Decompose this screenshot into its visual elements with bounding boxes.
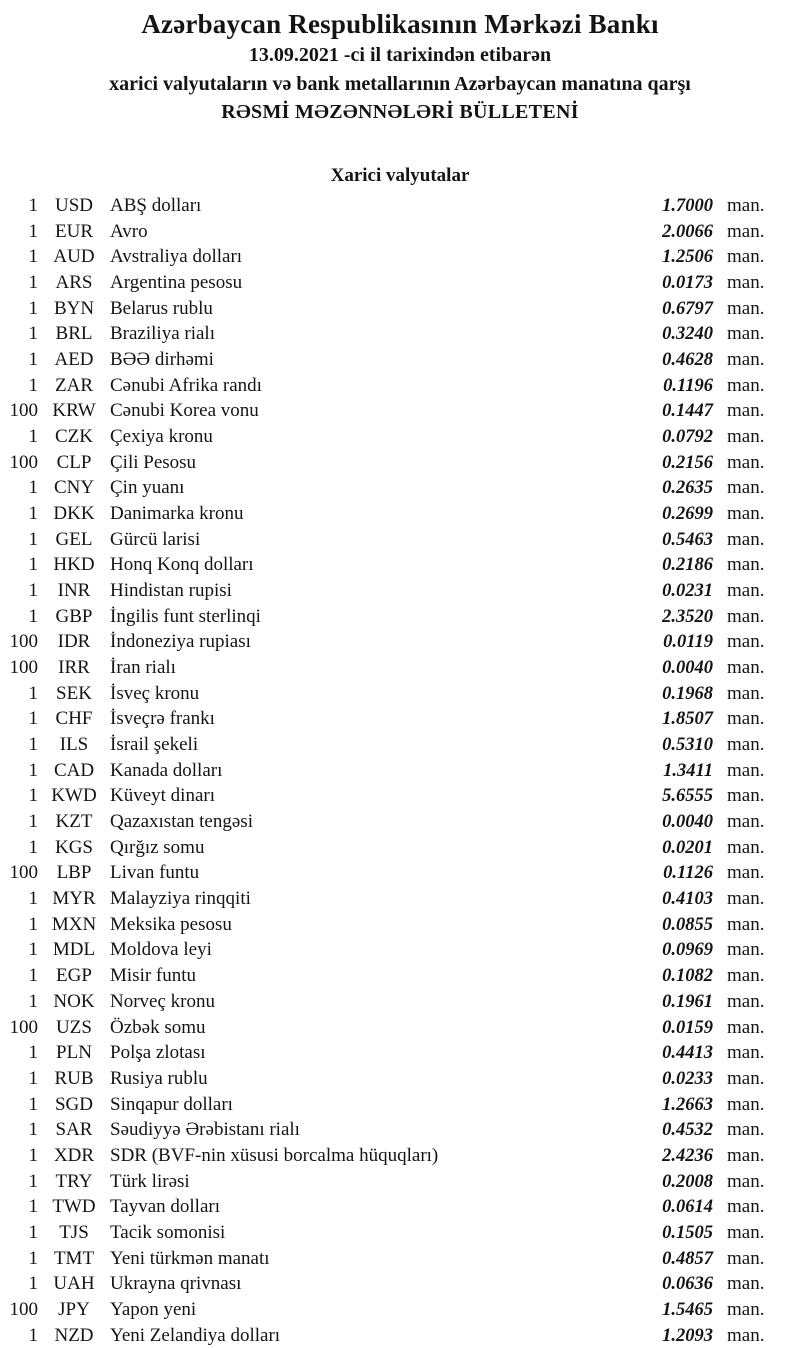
currency-name-cell: İsrail şekeli xyxy=(110,734,199,756)
quantity-cell: 1 xyxy=(28,708,38,730)
unit-cell: man. xyxy=(727,1221,765,1243)
table-row xyxy=(0,1066,800,1092)
bulletin-subtitle: xarici valyutaların və bank metallarının Azərbaycan manatına qarşı xyxy=(109,73,691,95)
rate-value-cell: 0.0173 xyxy=(662,273,713,294)
currency-code-cell: SEK xyxy=(56,682,92,704)
unit-cell: man. xyxy=(727,631,765,653)
currency-name-cell: Braziliya rialı xyxy=(110,323,215,345)
currency-name-cell: Hindistan rupisi xyxy=(110,580,232,602)
rate-value-cell: 0.0040 xyxy=(662,658,713,679)
currency-name-cell: Avstraliya dolları xyxy=(110,246,243,268)
rate-value-cell: 1.2093 xyxy=(662,1325,713,1346)
table-row xyxy=(0,809,800,835)
unit-cell: man. xyxy=(727,503,765,525)
currency-name-cell: Yeni türkmən manatı xyxy=(110,1247,270,1269)
currency-name-cell: Çili Pesosu xyxy=(110,451,197,473)
rate-value-cell: 0.5463 xyxy=(662,529,713,550)
currency-code-cell: CHF xyxy=(55,708,93,730)
currency-code-cell: UAH xyxy=(53,1273,95,1295)
quantity-cell: 1 xyxy=(28,605,38,627)
currency-name-cell: Türk lirəsi xyxy=(110,1170,190,1192)
currency-name-cell: Belarus rublu xyxy=(110,297,213,319)
currency-code-cell: NOK xyxy=(53,990,95,1012)
currency-code-cell: MXN xyxy=(51,913,97,935)
quantity-cell: 1 xyxy=(28,1093,38,1115)
table-row xyxy=(0,604,800,630)
unit-cell: man. xyxy=(727,939,765,961)
rate-value-cell: 2.3520 xyxy=(662,606,713,627)
currency-name-cell: Honq Konq dolları xyxy=(110,554,254,576)
currency-code-cell: KWD xyxy=(51,785,97,807)
currency-code-cell: SGD xyxy=(54,1093,93,1115)
table-row xyxy=(0,937,800,963)
table-row xyxy=(0,1323,800,1348)
currency-code-cell: AED xyxy=(54,349,94,371)
quantity-cell: 100 xyxy=(9,631,38,653)
currency-code-cell: BRL xyxy=(55,323,93,345)
quantity-cell: 1 xyxy=(28,195,38,216)
currency-name-cell: Kanada dolları xyxy=(110,759,223,781)
rate-value-cell: 0.1447 xyxy=(662,401,713,422)
quantity-cell: 1 xyxy=(28,759,38,781)
table-row xyxy=(0,552,800,578)
bulletin-header xyxy=(0,0,800,127)
effective-date-line: 13.09.2021 -ci il tarixindən etibarən xyxy=(248,44,552,66)
rate-value-cell: 0.0792 xyxy=(662,427,713,448)
table-row xyxy=(0,347,800,373)
currency-code-cell: XDR xyxy=(53,1144,95,1166)
quantity-cell: 1 xyxy=(28,323,38,345)
quantity-cell: 1 xyxy=(28,1221,38,1243)
currency-code-cell: KRW xyxy=(52,400,96,422)
quantity-cell: 1 xyxy=(28,1144,38,1166)
unit-cell: man. xyxy=(727,708,765,730)
quantity-cell: 100 xyxy=(9,1298,38,1320)
rate-value-cell: 0.0614 xyxy=(662,1197,713,1218)
unit-cell: man. xyxy=(727,323,765,345)
unit-cell: man. xyxy=(727,734,765,756)
rate-value-cell: 0.0040 xyxy=(662,812,713,833)
quantity-cell: 1 xyxy=(28,888,38,910)
currency-code-cell: PLN xyxy=(56,1042,92,1064)
currency-name-cell: BƏƏ dirhəmi xyxy=(110,349,214,371)
table-row xyxy=(0,1117,800,1143)
currency-code-cell: SAR xyxy=(55,1119,93,1141)
currency-name-cell: Livan funtu xyxy=(110,862,200,884)
quantity-cell: 1 xyxy=(28,1067,38,1089)
currency-name-cell: Yapon yeni xyxy=(110,1298,197,1320)
currency-code-cell: CNY xyxy=(53,477,95,499)
section-title-foreign-currencies: Xarici valyutalar xyxy=(330,165,470,186)
quantity-cell: 1 xyxy=(28,785,38,807)
unit-cell: man. xyxy=(727,1196,765,1218)
unit-cell: man. xyxy=(727,477,765,499)
currency-name-cell: Malayziya rinqqiti xyxy=(110,888,251,910)
unit-cell: man. xyxy=(727,195,765,216)
table-row xyxy=(0,1297,800,1323)
currency-code-cell: IRR xyxy=(58,657,90,679)
table-row xyxy=(0,989,800,1015)
quantity-cell: 1 xyxy=(28,1196,38,1218)
quantity-cell: 1 xyxy=(28,913,38,935)
currency-code-cell: JPY xyxy=(58,1298,90,1320)
unit-cell: man. xyxy=(727,913,765,935)
unit-cell: man. xyxy=(727,1247,765,1269)
table-row xyxy=(0,578,800,604)
unit-cell: man. xyxy=(727,451,765,473)
rate-value-cell: 2.0066 xyxy=(662,221,713,242)
quantity-cell: 1 xyxy=(28,554,38,576)
currency-code-cell: EUR xyxy=(55,220,93,242)
unit-cell: man. xyxy=(727,374,765,396)
table-row xyxy=(0,501,800,527)
currency-code-cell: DKK xyxy=(53,503,95,525)
currency-name-cell: Sinqapur dolları xyxy=(110,1093,233,1115)
currency-name-cell: Tacik somonisi xyxy=(110,1221,226,1243)
rate-value-cell: 0.0119 xyxy=(663,632,713,653)
unit-cell: man. xyxy=(727,862,765,884)
quantity-cell: 1 xyxy=(28,1247,38,1269)
unit-cell: man. xyxy=(727,1273,765,1295)
table-row xyxy=(0,219,800,245)
currency-name-cell: Cənubi Korea vonu xyxy=(110,400,259,422)
quantity-cell: 1 xyxy=(28,580,38,602)
currency-name-cell: İran rialı xyxy=(110,657,176,679)
rate-value-cell: 0.1968 xyxy=(662,683,713,704)
table-row xyxy=(0,527,800,553)
quantity-cell: 100 xyxy=(9,862,38,884)
unit-cell: man. xyxy=(727,990,765,1012)
table-row xyxy=(0,655,800,681)
currency-code-cell: CLP xyxy=(56,451,92,473)
currency-code-cell: KGS xyxy=(54,836,93,858)
table-row xyxy=(0,1015,800,1041)
rate-value-cell: 0.1126 xyxy=(663,863,713,884)
table-row xyxy=(0,373,800,399)
unit-cell: man. xyxy=(727,1298,765,1320)
quantity-cell: 1 xyxy=(28,836,38,858)
quantity-cell: 1 xyxy=(28,811,38,833)
rate-value-cell: 0.4628 xyxy=(662,350,713,371)
currency-name-cell: Yeni Zelandiya dolları xyxy=(110,1324,281,1346)
currency-code-cell: TWD xyxy=(52,1196,96,1218)
quantity-cell: 1 xyxy=(28,990,38,1012)
currency-name-cell: Tayvan dolları xyxy=(110,1196,220,1218)
quantity-cell: 1 xyxy=(28,220,38,242)
rate-value-cell: 0.1082 xyxy=(662,966,713,987)
rate-value-cell: 1.3411 xyxy=(663,760,713,781)
quantity-cell: 1 xyxy=(28,939,38,961)
currency-code-cell: MDL xyxy=(52,939,96,961)
currency-code-cell: UZS xyxy=(56,1016,92,1038)
currency-code-cell: BYN xyxy=(53,297,95,319)
table-row xyxy=(0,244,800,270)
unit-cell: man. xyxy=(727,657,765,679)
unit-cell: man. xyxy=(727,1042,765,1064)
table-row xyxy=(0,860,800,886)
currency-code-cell: CAD xyxy=(53,759,95,781)
currency-code-cell: TRY xyxy=(55,1170,93,1192)
currency-code-cell: USD xyxy=(54,195,93,216)
table-row xyxy=(0,398,800,424)
rate-value-cell: 1.8507 xyxy=(662,709,713,730)
currency-code-cell: LBP xyxy=(56,862,92,884)
quantity-cell: 1 xyxy=(28,297,38,319)
unit-cell: man. xyxy=(727,220,765,242)
unit-cell: man. xyxy=(727,836,765,858)
rate-value-cell: 0.0231 xyxy=(662,581,713,602)
rate-value-cell: 0.0201 xyxy=(662,837,713,858)
rate-value-cell: 0.0969 xyxy=(662,940,713,961)
rate-value-cell: 0.0159 xyxy=(662,1017,713,1038)
currency-name-cell: Polşa zlotası xyxy=(110,1042,206,1064)
currency-name-cell: ABŞ dolları xyxy=(110,195,202,216)
table-row xyxy=(0,912,800,938)
quantity-cell: 100 xyxy=(9,1016,38,1038)
rate-value-cell: 0.4413 xyxy=(662,1043,713,1064)
currency-code-cell: KZT xyxy=(55,811,93,833)
table-row xyxy=(0,706,800,732)
rate-value-cell: 0.3240 xyxy=(662,324,713,345)
rate-value-cell: 1.2663 xyxy=(662,1094,713,1115)
quantity-cell: 1 xyxy=(28,426,38,448)
currency-name-cell: Moldova leyi xyxy=(110,939,212,961)
rate-value-cell: 0.2008 xyxy=(662,1171,713,1192)
currency-name-cell: Çin yuanı xyxy=(110,477,185,499)
rate-value-cell: 0.4532 xyxy=(662,1120,713,1141)
currency-code-cell: HKD xyxy=(53,554,95,576)
quantity-cell: 1 xyxy=(28,734,38,756)
quantity-cell: 1 xyxy=(28,503,38,525)
table-row xyxy=(0,270,800,296)
table-row xyxy=(0,732,800,758)
currency-name-cell: Qazaxıstan tengəsi xyxy=(110,811,253,833)
unit-cell: man. xyxy=(727,528,765,550)
currency-name-cell: Rusiya rublu xyxy=(110,1067,208,1089)
currency-code-cell: ZAR xyxy=(55,374,93,396)
unit-cell: man. xyxy=(727,682,765,704)
currency-name-cell: Küveyt dinarı xyxy=(110,785,216,807)
table-row xyxy=(0,963,800,989)
bulletin-title: RƏSMİ MƏZƏNNƏLƏRİ BÜLLETENİ xyxy=(221,101,579,123)
rates-table xyxy=(0,193,800,1348)
quantity-cell: 1 xyxy=(28,1273,38,1295)
unit-cell: man. xyxy=(727,605,765,627)
unit-cell: man. xyxy=(727,580,765,602)
currency-code-cell: CZK xyxy=(55,426,93,448)
currency-name-cell: İndoneziya rupiası xyxy=(110,631,251,653)
currency-name-cell: Misir funtu xyxy=(110,965,197,987)
table-row xyxy=(0,424,800,450)
currency-name-cell: Argentina pesosu xyxy=(110,272,243,294)
rate-value-cell: 0.2156 xyxy=(662,452,713,473)
unit-cell: man. xyxy=(727,272,765,294)
currency-code-cell: TJS xyxy=(59,1221,89,1243)
rate-value-cell: 2.4236 xyxy=(662,1145,713,1166)
quantity-cell: 100 xyxy=(9,657,38,679)
currency-code-cell: INR xyxy=(57,580,91,602)
unit-cell: man. xyxy=(727,246,765,268)
unit-cell: man. xyxy=(727,1119,765,1141)
rate-value-cell: 0.4857 xyxy=(662,1248,713,1269)
quantity-cell: 1 xyxy=(28,246,38,268)
table-row xyxy=(0,886,800,912)
table-row xyxy=(0,450,800,476)
quantity-cell: 1 xyxy=(28,1324,38,1346)
quantity-cell: 1 xyxy=(28,528,38,550)
rate-value-cell: 0.1196 xyxy=(663,375,713,396)
rate-value-cell: 1.7000 xyxy=(662,196,713,216)
currency-code-cell: ARS xyxy=(55,272,93,294)
unit-cell: man. xyxy=(727,1170,765,1192)
rate-value-cell: 0.2635 xyxy=(662,478,713,499)
unit-cell: man. xyxy=(727,426,765,448)
quantity-cell: 1 xyxy=(28,477,38,499)
table-row xyxy=(0,1169,800,1195)
currency-code-cell: RUB xyxy=(54,1067,94,1089)
rate-value-cell: 0.1505 xyxy=(662,1222,713,1243)
currency-name-cell: Ukrayna qrivnası xyxy=(110,1273,242,1295)
table-row xyxy=(0,835,800,861)
table-row xyxy=(0,1092,800,1118)
quantity-cell: 1 xyxy=(28,682,38,704)
rate-value-cell: 0.2699 xyxy=(662,504,713,525)
bank-title: Azərbaycan Respublikasının Mərkəzi Bankı xyxy=(141,9,659,39)
rate-value-cell: 0.1961 xyxy=(662,991,713,1012)
unit-cell: man. xyxy=(727,1016,765,1038)
unit-cell: man. xyxy=(727,349,765,371)
rate-value-cell: 1.5465 xyxy=(662,1299,713,1320)
currency-code-cell: MYR xyxy=(52,888,96,910)
currency-code-cell: AUD xyxy=(53,246,95,268)
currency-name-cell: İsveçrə frankı xyxy=(110,708,215,730)
unit-cell: man. xyxy=(727,1144,765,1166)
table-row xyxy=(0,1246,800,1272)
table-row xyxy=(0,1271,800,1297)
currency-name-cell: Cənubi Afrika randı xyxy=(110,374,262,396)
currency-name-cell: Səudiyyə Ərəbistanı rialı xyxy=(110,1119,300,1141)
currency-code-cell: NZD xyxy=(54,1324,94,1346)
currency-name-cell: Norveç kronu xyxy=(110,990,215,1012)
unit-cell: man. xyxy=(727,785,765,807)
unit-cell: man. xyxy=(727,1067,765,1089)
rate-value-cell: 0.0636 xyxy=(662,1274,713,1295)
currency-name-cell: Meksika pesosu xyxy=(110,913,232,935)
table-row xyxy=(0,296,800,322)
quantity-cell: 1 xyxy=(28,374,38,396)
quantity-cell: 100 xyxy=(9,400,38,422)
table-row xyxy=(0,681,800,707)
unit-cell: man. xyxy=(727,400,765,422)
quantity-cell: 1 xyxy=(28,349,38,371)
rate-value-cell: 0.2186 xyxy=(662,555,713,576)
rate-value-cell: 0.6797 xyxy=(662,298,713,319)
unit-cell: man. xyxy=(727,554,765,576)
unit-cell: man. xyxy=(727,1324,765,1346)
table-row xyxy=(0,475,800,501)
currency-code-cell: GBP xyxy=(55,605,93,627)
currency-name-cell: İngilis funt sterlinqi xyxy=(110,605,261,627)
rate-value-cell: 5.6555 xyxy=(662,786,713,807)
currency-code-cell: ILS xyxy=(59,734,89,756)
rate-value-cell: 0.0233 xyxy=(662,1068,713,1089)
unit-cell: man. xyxy=(727,759,765,781)
quantity-cell: 100 xyxy=(9,451,38,473)
currency-code-cell: TMT xyxy=(53,1247,95,1269)
rate-value-cell: 0.5310 xyxy=(662,735,713,756)
currency-name-cell: Özbək somu xyxy=(110,1016,206,1038)
currency-name-cell: SDR (BVF-nin xüsusi borcalma hüquqları) xyxy=(110,1144,439,1166)
quantity-cell: 1 xyxy=(28,272,38,294)
table-row xyxy=(0,321,800,347)
rate-value-cell: 0.0855 xyxy=(662,914,713,935)
table-row xyxy=(0,783,800,809)
currency-name-cell: Gürcü larisi xyxy=(110,528,201,550)
unit-cell: man. xyxy=(727,811,765,833)
quantity-cell: 1 xyxy=(28,1170,38,1192)
currency-name-cell: Danimarka kronu xyxy=(110,503,244,525)
unit-cell: man. xyxy=(727,297,765,319)
unit-cell: man. xyxy=(727,965,765,987)
quantity-cell: 1 xyxy=(28,1042,38,1064)
currency-name-cell: Çexiya kronu xyxy=(110,426,213,448)
currency-code-cell: IDR xyxy=(57,631,91,653)
rate-value-cell: 0.4103 xyxy=(662,889,713,910)
currency-code-cell: EGP xyxy=(56,965,92,987)
currency-name-cell: Qırğız somu xyxy=(110,836,205,858)
quantity-cell: 1 xyxy=(28,1119,38,1141)
table-row xyxy=(0,1194,800,1220)
table-row xyxy=(0,193,800,219)
table-row xyxy=(0,758,800,784)
currency-name-cell: Avro xyxy=(110,220,148,242)
table-row xyxy=(0,629,800,655)
unit-cell: man. xyxy=(727,1093,765,1115)
currency-name-cell: İsveç kronu xyxy=(110,682,200,704)
quantity-cell: 1 xyxy=(28,965,38,987)
table-row xyxy=(0,1143,800,1169)
unit-cell: man. xyxy=(727,888,765,910)
table-row xyxy=(0,1040,800,1066)
rate-value-cell: 1.2506 xyxy=(662,247,713,268)
currency-code-cell: GEL xyxy=(55,528,93,550)
table-row xyxy=(0,1220,800,1246)
